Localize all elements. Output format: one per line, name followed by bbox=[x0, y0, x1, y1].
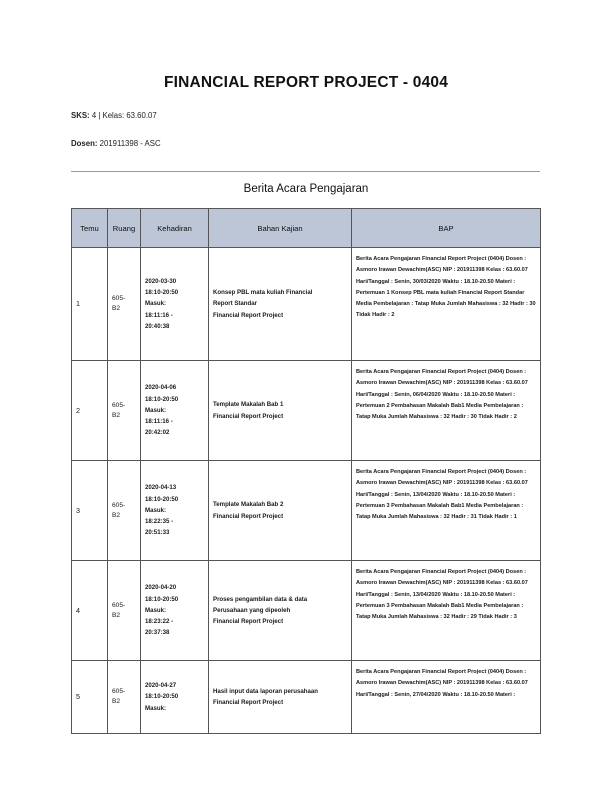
header-bahan-kajian: Bahan Kajian bbox=[209, 209, 352, 248]
kehadiran-line: 2020-04-06 bbox=[145, 384, 177, 392]
bahan-line: Report Standar bbox=[213, 300, 258, 308]
ruang-line: 605- bbox=[112, 688, 126, 695]
page-title: FINANCIAL REPORT PROJECT - 0404 bbox=[163, 74, 449, 91]
temu-cell: 3 bbox=[72, 461, 108, 561]
table-row bbox=[72, 561, 541, 661]
header-bap: BAP bbox=[352, 209, 541, 248]
bahan-kajian-cell bbox=[209, 661, 352, 734]
kehadiran-line: 2020-03-30 bbox=[145, 277, 177, 285]
kehadiran-cell bbox=[141, 661, 209, 734]
header-ruang: Ruang bbox=[108, 209, 141, 248]
ruang-cell bbox=[108, 661, 141, 734]
bahan-kajian-cell bbox=[209, 248, 352, 361]
kehadiran-line: Masuk: bbox=[145, 406, 166, 414]
bap-cell: Berita Acara Pengajaran Financial Report Project (0404) Dosen : Asmoro Irawan Dewachim(ASC) NIP : 201911398 Kelas : 63.60.07 Hari/Tanggal : Senin, 30/03/2020 Waktu : 18.10-20.50 Materi : Pertemuan 1 Konsep PBL mata kuliah Financial Report Standar Media Pembelajaran : Tatap Muka Jumlah Mahasiswa : 32 Hadir : 30 Tidak Hadir : 2 bbox=[352, 248, 541, 361]
kehadiran-line: 2020-04-27 bbox=[145, 682, 177, 690]
bahan-line: Financial Report Project bbox=[213, 412, 284, 420]
table-row bbox=[72, 361, 541, 461]
ruang-cell bbox=[108, 248, 141, 361]
bap-cell: Berita Acara Pengajaran Financial Report Project (0404) Dosen : Asmoro Irawan Dewachim(ASC) NIP : 201911398 Kelas : 63.60.07 Hari/Tanggal : Senin, 27/04/2020 Waktu : 18.10-20.50 Materi : bbox=[352, 661, 541, 734]
divider bbox=[71, 171, 540, 172]
bap-cell: Berita Acara Pengajaran Financial Report Project (0404) Dosen : Asmoro Irawan Dewachim(ASC) NIP : 201911398 Kelas : 63.60.07 Hari/Tanggal : Senin, 06/04/2020 Waktu : 18.10-20.50 Materi : Pertemuan 2 Pembahasan Makalah Bab1 Media Pembelajaran : Tatap Muka Jumlah Mahasiswa : 32 Hadir : 30 Tidak Hadir : 2 bbox=[352, 361, 541, 461]
kehadiran-line: 20:37:38 bbox=[145, 629, 170, 637]
kehadiran-line: 20:40:38 bbox=[145, 322, 170, 330]
ruang-line: B2 bbox=[112, 698, 121, 705]
header-temu: Temu bbox=[72, 209, 108, 248]
bahan-kajian-cell bbox=[209, 561, 352, 661]
ruang-line: B2 bbox=[112, 305, 121, 312]
bahan-line: Perusahaan yang dipeoleh bbox=[213, 606, 291, 614]
ruang-line: B2 bbox=[112, 411, 121, 419]
temu-cell: 5 bbox=[72, 661, 108, 734]
kehadiran-line: 18:10-20:50 bbox=[145, 495, 179, 503]
table-row bbox=[72, 461, 541, 561]
ruang-cell bbox=[108, 561, 141, 661]
bap-cell: Berita Acara Pengajaran Financial Report Project (0404) Dosen : Asmoro Irawan Dewachim(ASC) NIP : 201911398 Kelas : 63.60.07 Hari/Tanggal : Senin, 13/04/2020 Waktu : 18.10-20.50 Materi : Pertemuan 3 Pembahasan Makalah Bab1 Media Pembelajaran : Tatap Muka Jumlah Mahasiswa : 32 Hadir : 31 Tidak Hadir : 1 bbox=[352, 461, 541, 561]
ruang-line: B2 bbox=[112, 511, 121, 519]
bahan-line: Template Makalah Bab 2 bbox=[213, 501, 284, 509]
bahan-line: Proses pengambilan data & data bbox=[213, 595, 308, 603]
section-title: Berita Acara Pengajaran bbox=[243, 183, 369, 195]
kehadiran-line: 18:10-20:50 bbox=[145, 595, 179, 603]
table-header-row bbox=[72, 209, 541, 248]
bahan-line: Konsep PBL mata kuliah Financial bbox=[213, 289, 313, 297]
kehadiran-line: 2020-04-13 bbox=[145, 484, 177, 492]
kehadiran-line: 20:51:33 bbox=[145, 529, 170, 537]
ruang-cell bbox=[108, 461, 141, 561]
temu-cell: 2 bbox=[72, 361, 108, 461]
kehadiran-line: Masuk: bbox=[145, 506, 166, 514]
bahan-line: Financial Report Project bbox=[213, 311, 284, 319]
ruang-cell bbox=[108, 361, 141, 461]
bahan-kajian-cell bbox=[209, 361, 352, 461]
ruang-line: B2 bbox=[112, 611, 121, 619]
kehadiran-line: 2020-04-20 bbox=[145, 584, 177, 592]
kehadiran-line: Masuk: bbox=[145, 606, 166, 614]
bap-cell: Berita Acara Pengajaran Financial Report Project (0404) Dosen : Asmoro Irawan Dewachim(ASC) NIP : 201911398 Kelas : 63.60.07 Hari/Tanggal : Senin, 13/04/2020 Waktu : 18.10-20.50 Materi : Pertemuan 3 Pembahasan Makalah Bab1 Media Pembelajaran : Tatap Muka Jumlah Mahasiswa : 32 Hadir : 29 Tidak Hadir : 3 bbox=[352, 561, 541, 661]
kehadiran-line: 18:11:16 - bbox=[145, 418, 173, 426]
kehadiran-cell bbox=[141, 361, 209, 461]
sks-label: SKS: bbox=[71, 111, 90, 120]
header-kehadiran: Kehadiran bbox=[141, 209, 209, 248]
kehadiran-line: 18:10-20:50 bbox=[145, 693, 179, 701]
kehadiran-line: Masuk: bbox=[145, 704, 166, 712]
kehadiran-cell bbox=[141, 461, 209, 561]
dosen-label: Dosen: bbox=[71, 139, 98, 148]
kehadiran-cell bbox=[141, 248, 209, 361]
kehadiran-line: 18:10-20:50 bbox=[145, 289, 179, 297]
bahan-line: Template Makalah Bab 1 bbox=[213, 401, 284, 409]
ruang-line: 605- bbox=[112, 401, 126, 409]
kehadiran-line: 18:22:35 - bbox=[145, 518, 174, 526]
kehadiran-line: 18:10-20:50 bbox=[145, 395, 179, 403]
temu-cell: 4 bbox=[72, 561, 108, 661]
dosen-line bbox=[71, 139, 161, 148]
bap-table bbox=[71, 208, 541, 734]
bahan-kajian-cell bbox=[209, 461, 352, 561]
ruang-line: 605- bbox=[112, 295, 126, 302]
table-row bbox=[72, 661, 541, 734]
bahan-line: Financial Report Project bbox=[213, 618, 284, 626]
sks-class-line bbox=[71, 111, 157, 120]
kehadiran-line: 18:11:16 - bbox=[145, 311, 173, 319]
kehadiran-line: 18:23:22 - bbox=[145, 618, 174, 626]
ruang-line: 605- bbox=[112, 501, 126, 509]
bahan-line: Financial Report Project bbox=[213, 699, 284, 706]
temu-cell: 1 bbox=[72, 248, 108, 361]
ruang-line: 605- bbox=[112, 601, 126, 609]
bahan-line: Financial Report Project bbox=[213, 512, 284, 520]
sks-class-value: 4 | Kelas: 63.60.07 bbox=[91, 111, 157, 120]
kehadiran-line: 20:42:02 bbox=[145, 429, 170, 437]
kehadiran-cell bbox=[141, 561, 209, 661]
bahan-line: Hasil input data laporan perusahaan bbox=[213, 687, 318, 695]
table-row bbox=[72, 248, 541, 361]
dosen-value: 201911398 - ASC bbox=[99, 139, 161, 148]
kehadiran-line: Masuk: bbox=[145, 300, 166, 308]
